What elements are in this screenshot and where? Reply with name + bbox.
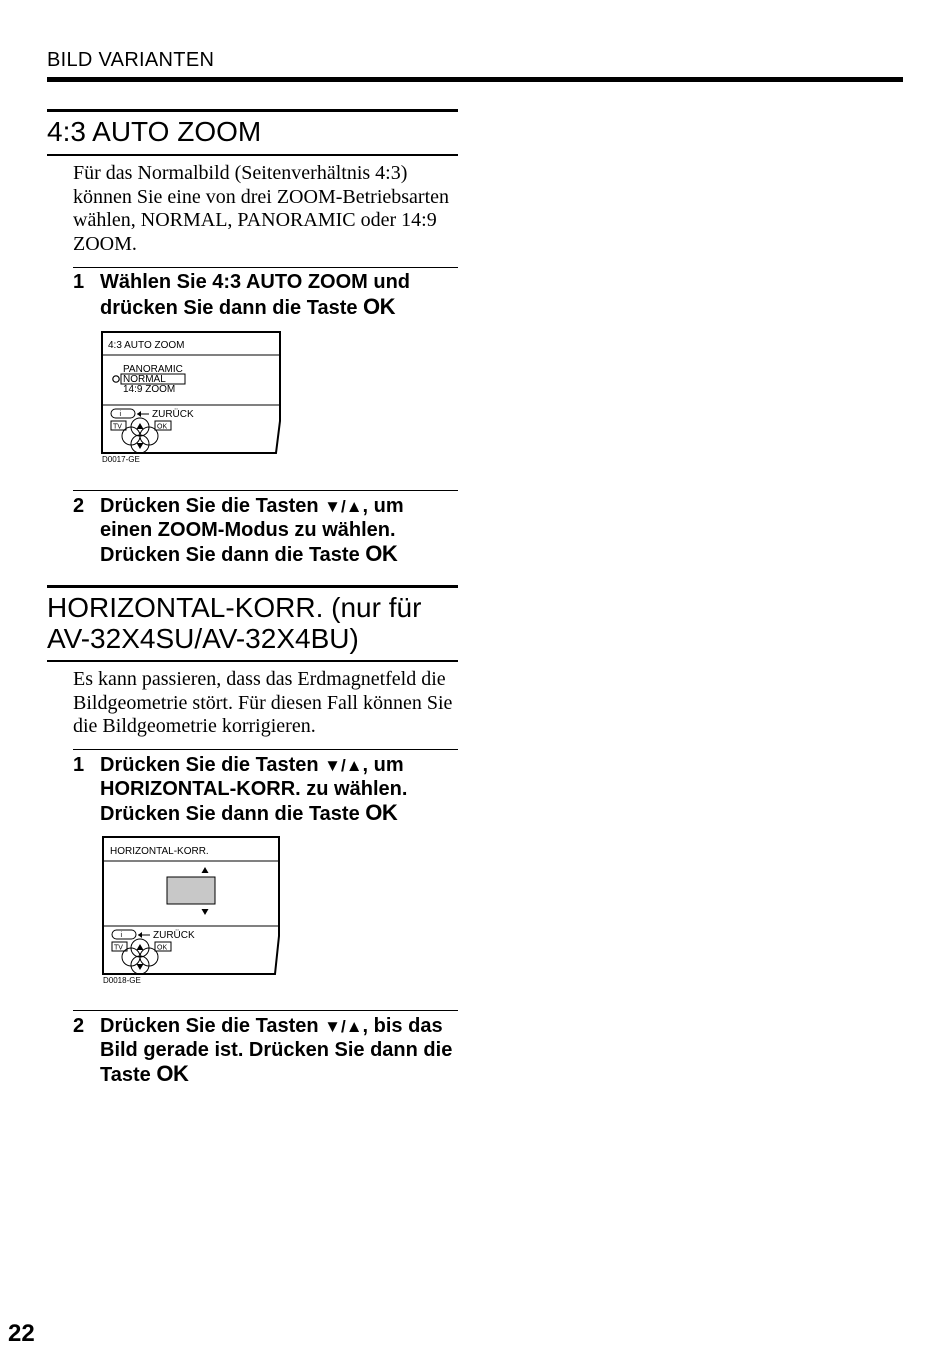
down-up-arrows-icon: ▼/▲ [324,1017,363,1036]
ok-key-glyph: OK [365,541,398,566]
section1-step1-rule [73,267,458,268]
down-up-arrows-icon: ▼/▲ [324,756,363,775]
auto-zoom-menu-screen [101,331,283,457]
correction-preview-box [167,877,215,904]
ok-key-glyph: OK [365,800,398,825]
figure-code: D0017-GE [102,455,140,464]
horizontal-correction-screen [102,836,282,978]
menu-option-14-9-zoom: 14:9 ZOOM [123,384,176,395]
section2-title-line1: HORIZONTAL-KORR. (nur für [47,592,422,623]
section2-step1-rule [73,749,458,750]
step-text [100,754,460,827]
step-instruction-continued: , bis das Bild gerade ist. Drücken Sie dann die Taste [100,1015,453,1086]
step-text [100,271,460,320]
section1-title: 4:3 AUTO ZOOM [47,116,262,147]
tv-label: TV [113,423,122,431]
step-number: 2 [73,1015,85,1037]
section2-top-rule [47,585,458,588]
ok-key-glyph: OK [363,293,396,319]
step-number: 1 [73,271,85,293]
back-label: ZURÜCK [153,930,195,941]
tv-label: TV [114,944,123,952]
section2-title [47,592,421,654]
ok-label: OK [157,944,168,952]
step-instruction: Drücken Sie die Tasten [100,1015,325,1037]
ok-key-glyph: OK [156,1061,189,1086]
down-up-arrows-icon: ▼/▲ [324,497,363,516]
ok-label: OK [157,423,168,431]
section2-intro: Es kann passieren, dass das Erdmagnetfeld die Bildgeometrie stört. Für diesen Fall können Sie die Bildgeometrie korrigieren. [73,668,453,737]
step-number: 2 [73,495,85,517]
screen-title: HORIZONTAL-KORR. [110,846,209,857]
section2-step2-rule [73,1010,458,1011]
back-label: ZURÜCK [152,409,194,420]
step-instruction-continued: , um einen ZOOM-Modus zu wählen. Drücken Sie dann die Taste [100,495,404,566]
step-instruction-continued: , um HORIZONTAL-KORR. zu wählen. Drücken Sie dann die Taste [100,754,408,825]
page-header-title: BILD VARIANTEN [47,49,215,71]
menu-option-panoramic: PANORAMIC [123,364,183,375]
step-text [100,495,460,568]
step-instruction: Wählen Sie 4:3 AUTO ZOOM und drücken Sie dann die Taste [100,271,411,319]
step-instruction: Drücken Sie die Tasten [100,495,325,517]
header-rule [47,77,903,82]
section2-title-rule [47,660,458,662]
section1-top-rule [47,109,458,112]
step-number: 1 [73,754,85,776]
menu-option-normal: NORMAL [123,374,166,385]
section2-title-line2: AV-32X4SU/AV-32X4BU) [47,623,359,654]
page-number: 22 [8,1320,35,1347]
section1-intro: Für das Normalbild (Seitenverhältnis 4:3) können Sie eine von drei ZOOM-Betriebsarten wählen, NORMAL, PANORAMIC oder 14:9 ZOOM. [73,162,450,255]
screen-title: 4:3 AUTO ZOOM [108,340,185,351]
figure-code: D0018-GE [103,976,141,985]
step-text [100,1015,460,1088]
svg-text:i: i [119,411,122,418]
step-instruction: Drücken Sie die Tasten [100,754,325,776]
section1-step2-rule [73,490,458,491]
svg-text:i: i [120,932,123,939]
section1-title-rule [47,154,458,156]
